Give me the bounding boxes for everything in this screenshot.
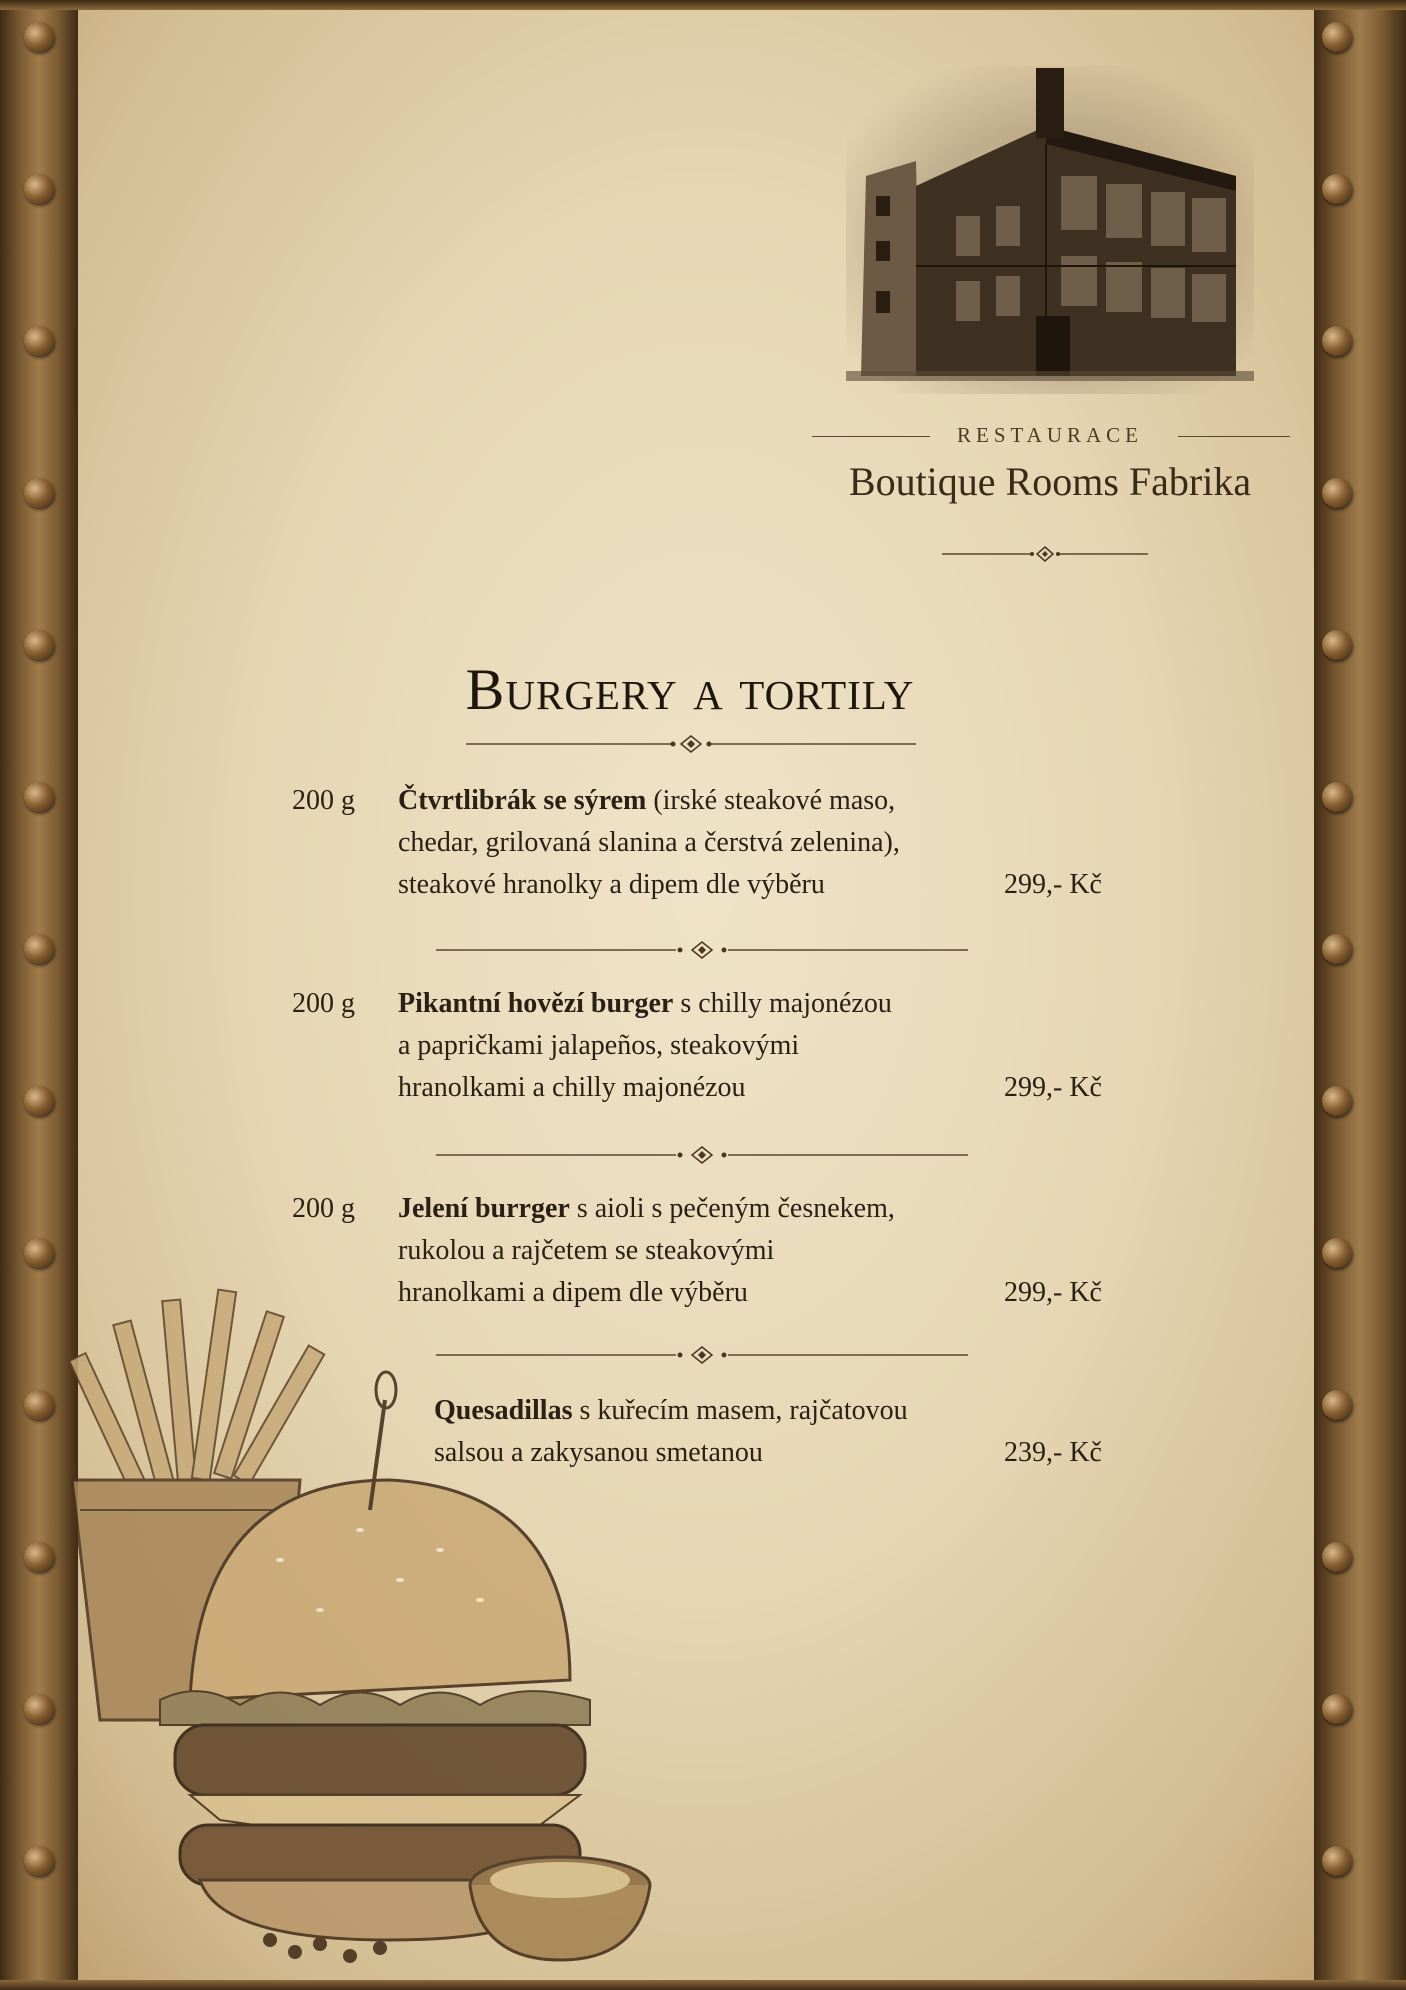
rivet [1322,782,1352,812]
rivet [24,478,54,508]
rivet [24,1846,54,1876]
rivet [24,782,54,812]
top-metal-frame [0,0,1406,10]
title-ornament-icon [466,734,916,754]
rivet [1322,1694,1352,1724]
rivet [24,934,54,964]
rivet [24,326,54,356]
rivet [1322,22,1352,52]
item-desc-line: s aioli s pečeným česnekem, [569,1193,895,1224]
item-desc-line: rukolou a rajčetem se steakovými [398,1235,775,1266]
item-name: Jelení burrger [398,1193,570,1224]
restaurant-label: RESTAURACE [957,423,1143,447]
right-metal-frame [1314,0,1406,1990]
rivet [1322,630,1352,660]
restaurant-name: Boutique Rooms Fabrika [848,459,1252,504]
rivet [24,174,54,204]
item-weight: 200 g [292,1193,355,1224]
item-desc-line: steakové hranolky a dipem dle výběru [398,869,825,900]
item-desc-line: s kuřecím masem, rajčatovou [572,1395,908,1426]
rivet [24,630,54,660]
item-weight: 200 g [292,785,355,816]
item-weight: 200 g [292,988,355,1019]
header-rule-left [812,436,930,437]
item-price: 239,- Kč [1004,1437,1102,1468]
rivet [1322,478,1352,508]
header-ornament-icon [942,544,1148,564]
item-desc-line: hranolkami a chilly majonézou [398,1072,746,1103]
rivet [24,1694,54,1724]
section-title: Burgery a tortily [465,657,915,722]
item-description [398,780,978,906]
rivet [1322,326,1352,356]
header-rule-right [1178,436,1290,437]
burger-fries-illustration [60,1280,740,1980]
rivet [24,1390,54,1420]
rivet [24,1238,54,1268]
rivet [1322,934,1352,964]
rivet [1322,174,1352,204]
building-illustration [846,66,1254,394]
item-desc-line: hranolkami a dipem dle výběru [398,1277,748,1308]
rivet [1322,1238,1352,1268]
divider-ornament-icon [436,1145,968,1165]
rivet [1322,1086,1352,1116]
item-name: Pikantní hovězí burger [398,988,674,1019]
rivet [1322,1390,1352,1420]
divider-ornament-icon [436,940,968,960]
item-desc-line: a papričkami jalapeños, steakovými [398,1030,800,1061]
rivet [1322,1846,1352,1876]
rivet [24,22,54,52]
item-price: 299,- Kč [1004,1277,1102,1308]
rivet [1322,1542,1352,1572]
bottom-metal-frame [0,1980,1406,1990]
item-name: Čtvrtlibrák se sýrem [398,785,647,816]
item-description [398,983,978,1109]
rivet [24,1086,54,1116]
item-desc-line: salsou a zakysanou smetanou [434,1437,763,1468]
item-desc-line: (irské steakové maso, [646,785,896,816]
item-name: Quesadillas [434,1395,573,1426]
item-price: 299,- Kč [1004,1072,1102,1103]
item-price: 299,- Kč [1004,869,1102,900]
rivet [24,1542,54,1572]
item-desc-line: s chilly majonézou [673,988,892,1019]
item-desc-line: chedar, grilovaná slanina a čerstvá zelenina), [398,827,900,858]
